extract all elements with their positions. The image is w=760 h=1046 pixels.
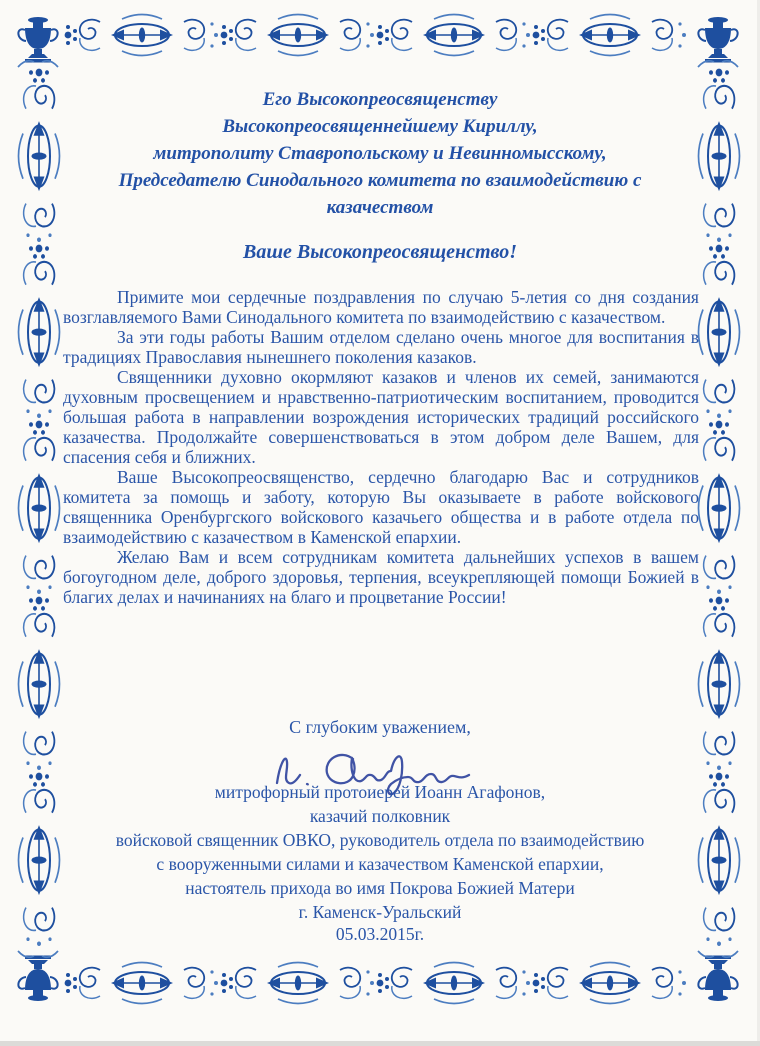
salutation: Ваше Высокопреосвященство!	[243, 241, 517, 263]
closing-line: С глубоким уважением,	[289, 717, 471, 737]
signer-line: настоятель прихода во имя Покрова Божией Матери	[185, 878, 575, 898]
recipient-block	[70, 86, 690, 221]
paragraph: Примите мои сердечные поздравления по случаю 5-летия со дня создания возглавляемого Вами Синодального комитета по взаимодействию с казачеством.	[63, 287, 699, 327]
recipient-line: казачеством	[326, 197, 434, 218]
letter-date: 05.03.2015г.	[335, 924, 425, 944]
signer-line: г. Каменск-Уральский	[298, 902, 462, 922]
signer-line: войсковой священник ОВКО, руководитель отдела по взаимодействию	[115, 830, 645, 850]
recipient-line: Председателю Синодального комитета по взаимодействию с	[118, 170, 642, 191]
signer-line: с вооруженными силами и казачеством Каменской епархии,	[156, 854, 604, 874]
recipient-line: Его Высокопреосвященству	[262, 89, 498, 110]
paragraph: Желаю Вам и всем сотрудникам комитета дальнейших успехов в вашем богоугодном деле, доброго здоровья, терпения, всеукрепляющей помощи Божией в благих делах и начинаниях на благо и процветание России!	[63, 547, 699, 607]
signer-line: митрофорный протоиерей Иоанн Агафонов,	[214, 782, 546, 802]
paragraph: За эти годы работы Вашим отделом сделано очень многое для воспитания в традициях Православия нынешнего поколения казаков.	[63, 327, 699, 367]
recipient-line: Высокопреосвященнейшему Кириллу,	[222, 116, 538, 137]
paragraph: Ваше Высокопреосвященство, сердечно благодарю Вас и сотрудников комитета за помощь и заботу, которую Вы оказываете в работе войскового священника Оренбургского войскового казачьего общества и в работе отдела по взаимодействию с казачеством в Каменской епархии.	[63, 467, 699, 547]
paragraph: Священники духовно окормляют казаков и членов их семей, занимаются духовным просвещением и нравственно-патриотическим воспитанием, проводится большая работа в направлении возрождения исторических традиций российского казачества. Продолжайте совершенствоваться в этом добром деле Вашем, для спасения себя и ближних.	[63, 367, 699, 467]
signer-line: казачий полковник	[309, 806, 451, 826]
letter-body	[63, 287, 699, 607]
recipient-line: митрополиту Ставропольскому и Невинномысскому,	[153, 143, 607, 164]
signer-block	[40, 780, 720, 924]
scan-edge	[0, 1041, 760, 1046]
